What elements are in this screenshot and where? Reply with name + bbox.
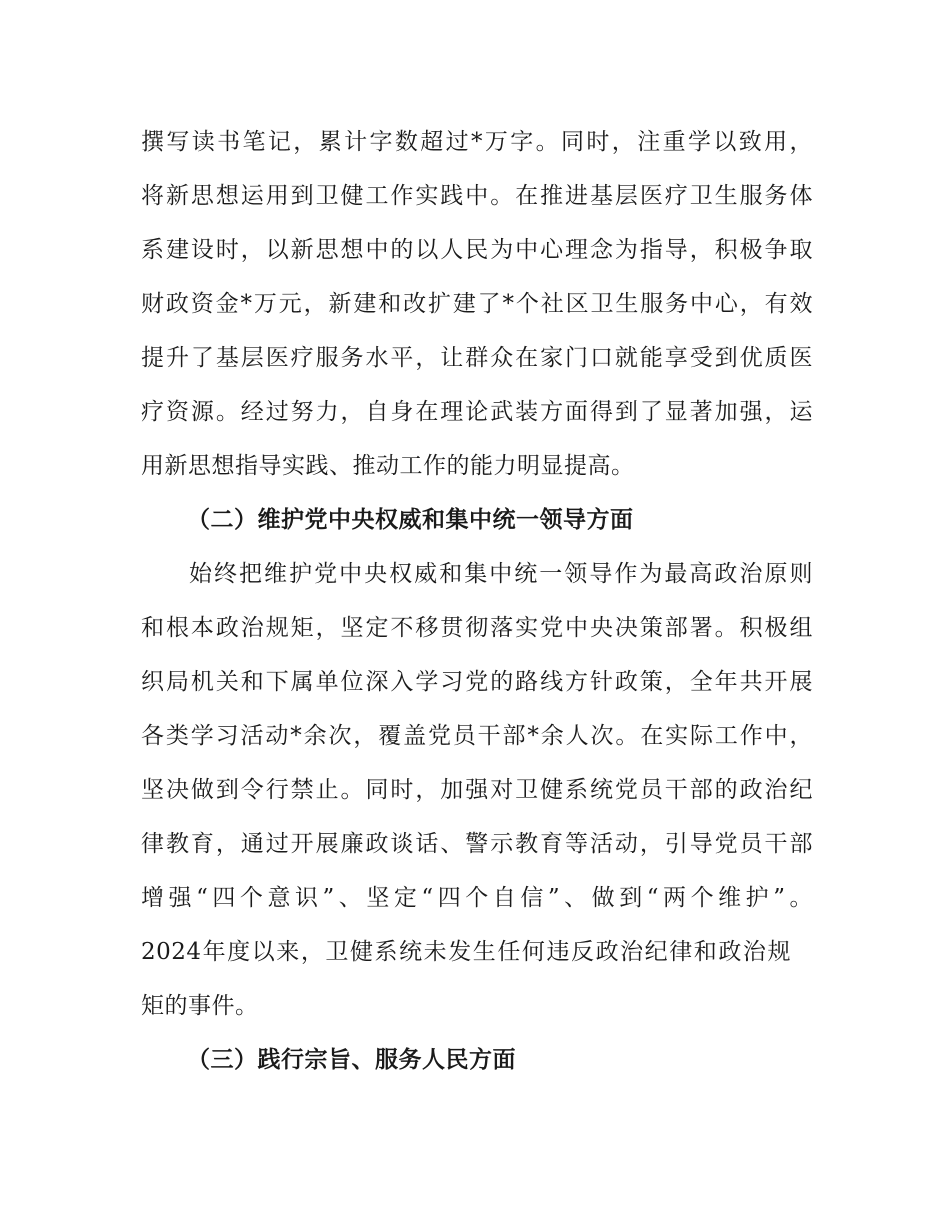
paragraph-2-line-8: 2024年度以来，卫健系统未发生任何违反政治纪律和政治规 [141,939,791,965]
paragraph-1-line-3: 系建设时，以新思想中的以人民为中心理念为指导，积极争取 [141,237,813,263]
paragraph-1-line-5: 提升了基层医疗服务水平，让群众在家门口就能享受到优质医 [141,345,813,371]
paragraph-1-line-2: 将新思想运用到卫健工作实践中。在推进基层医疗卫生服务体 [141,183,813,209]
paragraph-2-line-3: 织局机关和下属单位深入学习党的路线方针政策，全年共开展 [141,669,813,695]
paragraph-2-line-5: 坚决做到令行禁止。同时，加强对卫健系统党员干部的政治纪 [141,777,813,803]
section-heading-2: （二）维护党中央权威和集中统一领导方面 [187,507,634,533]
paragraph-2-line-2: 和根本政治规矩，坚定不移贯彻落实党中央决策部署。积极组 [141,615,813,641]
paragraph-1-line-6: 疗资源。经过努力，自身在理论武装方面得到了显著加强，运 [141,399,813,425]
paragraph-2-line-1: 始终把维护党中央权威和集中统一领导作为最高政治原则 [189,561,813,587]
paragraph-1-line-7: 用新思想指导实践、推动工作的能力明显提高。 [141,453,635,479]
paragraph-2-line-7: 增强“四个意识”、坚定“四个自信”、做到“两个维护”。 [141,885,813,911]
paragraph-2-line-4: 各类学习活动*余次，覆盖党员干部*余人次。在实际工作中， [141,723,813,749]
paragraph-2-line-9: 矩的事件。 [141,993,259,1019]
section-heading-3: （三）践行宗旨、服务人民方面 [187,1047,516,1073]
paragraph-2-line-6: 律教育，通过开展廉政谈话、警示教育等活动，引导党员干部 [141,831,813,857]
paragraph-1-line-4: 财政资金*万元，新建和改扩建了*个社区卫生服务中心，有效 [141,291,813,317]
paragraph-1-line-1: 撰写读书笔记，累计字数超过*万字。同时，注重学以致用， [141,129,813,155]
